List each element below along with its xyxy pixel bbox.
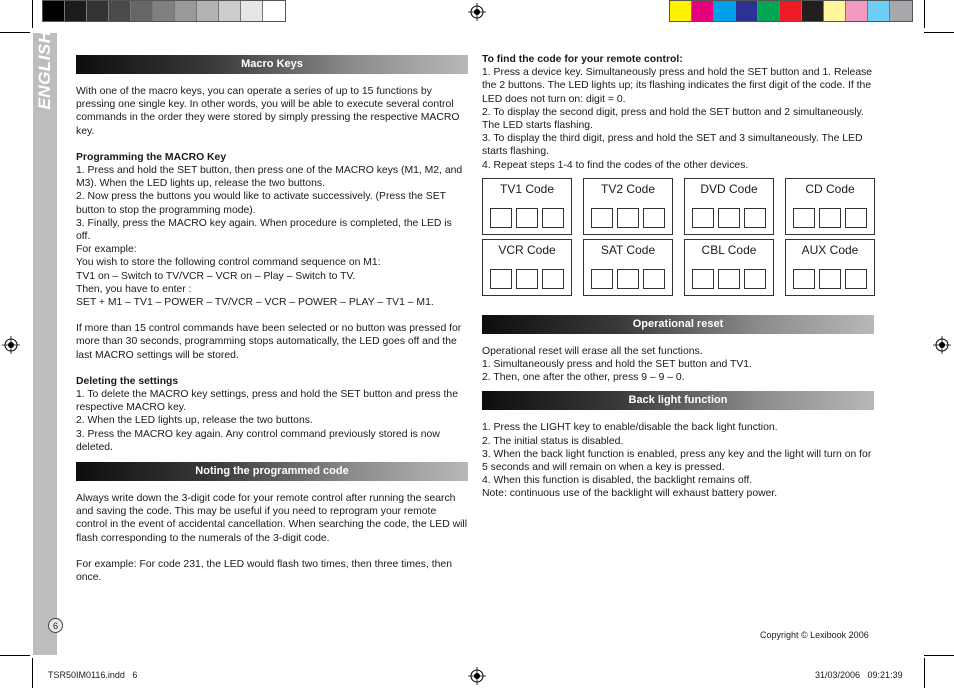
grey-swatch	[131, 1, 153, 21]
code-box-vcr: VCR Code	[482, 239, 572, 296]
section-header-noting-code: Noting the programmed code	[76, 462, 468, 481]
right-column	[482, 53, 874, 501]
digit-fields	[793, 208, 867, 228]
find-code-step: 2. To display the second digit, press and hold the SET button and 2 simultaneously. The LED starts flashing.	[482, 106, 864, 132]
grey-swatch	[175, 1, 197, 21]
language-tab	[33, 30, 57, 655]
page-number: 6	[48, 618, 63, 633]
digit-fields	[692, 269, 766, 289]
color-swatch	[670, 1, 692, 21]
language-label: ENGLISH	[35, 30, 54, 110]
code-box-tv2: TV2 Code	[583, 178, 673, 235]
color-calibration-strip	[669, 0, 913, 22]
crop-mark	[924, 658, 925, 688]
crop-mark	[924, 32, 954, 33]
footer-datetime: 31/03/2006 09:21:39	[815, 670, 903, 680]
example-line: TV1 on – Switch to TV/VCR – VCR on – Play – Switch to TV.	[76, 270, 356, 282]
grey-swatch	[219, 1, 241, 21]
color-swatch	[780, 1, 802, 21]
noting-paragraph: Always write down the 3-digit code for your remote control after running the search and saving the code. This may be useful if you need to reprogram your remote control in the event of accidental cancellation. When searching the code, the LED will flash corresponding to the numerals of the 3-digit code.	[76, 493, 468, 544]
crop-mark	[32, 658, 33, 688]
color-swatch	[846, 1, 868, 21]
section-header-back-light: Back light function	[482, 391, 874, 410]
registration-mark-icon	[933, 336, 951, 354]
backlight-line: 3. When the back light function is enabled, press any key and the light will turn on for 5 seconds and will remain on when a key is pressed.	[482, 448, 872, 474]
section-header-macro-keys: Macro Keys	[76, 55, 468, 74]
reset-line: Operational reset will erase all the set functions.	[482, 345, 703, 357]
section-header-operational-reset: Operational reset	[482, 315, 874, 334]
grey-swatch	[43, 1, 65, 21]
code-box-cd: CD Code	[785, 178, 875, 235]
find-code-step: 4. Repeat steps 1-4 to find the codes of the other devices.	[482, 159, 749, 171]
digit-fields	[793, 269, 867, 289]
crop-mark	[924, 655, 954, 656]
digit-fields	[591, 208, 665, 228]
footer-file-name: TSR50IM0116.indd 6	[48, 670, 138, 680]
color-swatch	[824, 1, 846, 21]
reset-line: 1. Simultaneously press and hold the SET button and TV1.	[482, 359, 752, 371]
grey-swatch	[263, 1, 285, 21]
backlight-line: 2. The initial status is disabled.	[482, 435, 624, 447]
programming-step: 3. Finally, press the MACRO key again. When procedure is completed, the LED is off.	[76, 217, 452, 243]
find-code-heading: To find the code for your remote control:	[482, 54, 683, 65]
digit-fields	[591, 269, 665, 289]
grey-swatch	[241, 1, 263, 21]
color-swatch	[890, 1, 912, 21]
crop-mark	[0, 655, 30, 656]
color-swatch	[758, 1, 780, 21]
color-swatch	[802, 1, 824, 21]
find-code-step: 3. To display the third digit, press and hold the SET and 3 simultaneously. The LED starts flashing.	[482, 133, 863, 158]
programming-heading: Programming the MACRO Key	[76, 151, 227, 163]
deleting-step: 2. When the LED lights up, release the two buttons.	[76, 415, 313, 427]
digit-fields	[692, 208, 766, 228]
grey-calibration-strip	[42, 0, 286, 22]
left-column	[76, 55, 468, 584]
code-record-grid	[482, 178, 874, 296]
deleting-heading: Deleting the settings	[76, 375, 179, 387]
digit-fields	[490, 269, 564, 289]
registration-mark-icon	[2, 336, 20, 354]
color-swatch	[692, 1, 714, 21]
backlight-line: Note: continuous use of the backlight will exhaust battery power.	[482, 488, 778, 500]
code-box-aux: AUX Code	[785, 239, 875, 296]
timeout-note: If more than 15 control commands have been selected or no button was pressed for more than 30 seconds, programming stops automatically, the LED goes off and the last MACRO settings will be stored.	[76, 323, 462, 361]
deleting-step: 3. Press the MACRO key again. Any control command previously stored is now deleted.	[76, 428, 440, 453]
digit-fields	[490, 208, 564, 228]
programming-step: 1. Press and hold the SET button, then press one of the MACRO keys (M1, M2, and M3). When the LED lights up, release the two buttons.	[76, 165, 463, 190]
grey-swatch	[109, 1, 131, 21]
example-line: For example:	[76, 244, 137, 256]
registration-mark-icon	[468, 667, 486, 685]
noting-example: For example: For code 231, the LED would flash two times, then three times, then once.	[76, 558, 452, 584]
color-swatch	[714, 1, 736, 21]
deleting-step: 1. To delete the MACRO key settings, press and hold the SET button and press the respective MACRO key.	[76, 389, 458, 414]
programming-step: 2. Now press the buttons you would like to activate successively. (Press the SET button to stop the programming mode).	[76, 191, 446, 216]
macro-intro: With one of the macro keys, you can operate a series of up to 15 functions by pressing one single key. In other words, you will be able to execute several control commands in the order they were stored by simply pressing the respective MACRO key.	[76, 86, 460, 137]
example-line: You wish to store the following control command sequence on M1:	[76, 257, 381, 269]
color-swatch	[868, 1, 890, 21]
registration-mark-icon	[468, 3, 486, 21]
code-box-dvd: DVD Code	[684, 178, 774, 235]
crop-mark	[32, 0, 33, 28]
grey-swatch	[153, 1, 175, 21]
crop-mark	[0, 32, 30, 33]
grey-swatch	[197, 1, 219, 21]
code-box-tv1: TV1 Code	[482, 178, 572, 235]
code-box-cbl: CBL Code	[684, 239, 774, 296]
backlight-line: 4. When this function is disabled, the backlight remains off.	[482, 475, 753, 487]
reset-line: 2. Then, one after the other, press 9 – 9 – 0.	[482, 372, 685, 384]
grey-swatch	[65, 1, 87, 21]
grey-swatch	[87, 1, 109, 21]
find-code-step: 1. Press a device key. Simultaneously press and hold the SET button and 1. Release the 2 buttons. The LED lights up; its flashing indicates the first digit of the code. If the LED does not turn on: digit = 0.	[482, 67, 873, 105]
crop-mark	[924, 0, 925, 28]
example-line: Then, you have to enter :	[76, 283, 192, 295]
example-line: SET + M1 – TV1 – POWER – TV/VCR – VCR – POWER – PLAY – TV1 – M1.	[76, 297, 434, 309]
backlight-line: 1. Press the LIGHT key to enable/disable the back light function.	[482, 422, 778, 434]
code-box-sat: SAT Code	[583, 239, 673, 296]
color-swatch	[736, 1, 758, 21]
copyright-notice: Copyright © Lexibook 2006	[760, 630, 869, 640]
